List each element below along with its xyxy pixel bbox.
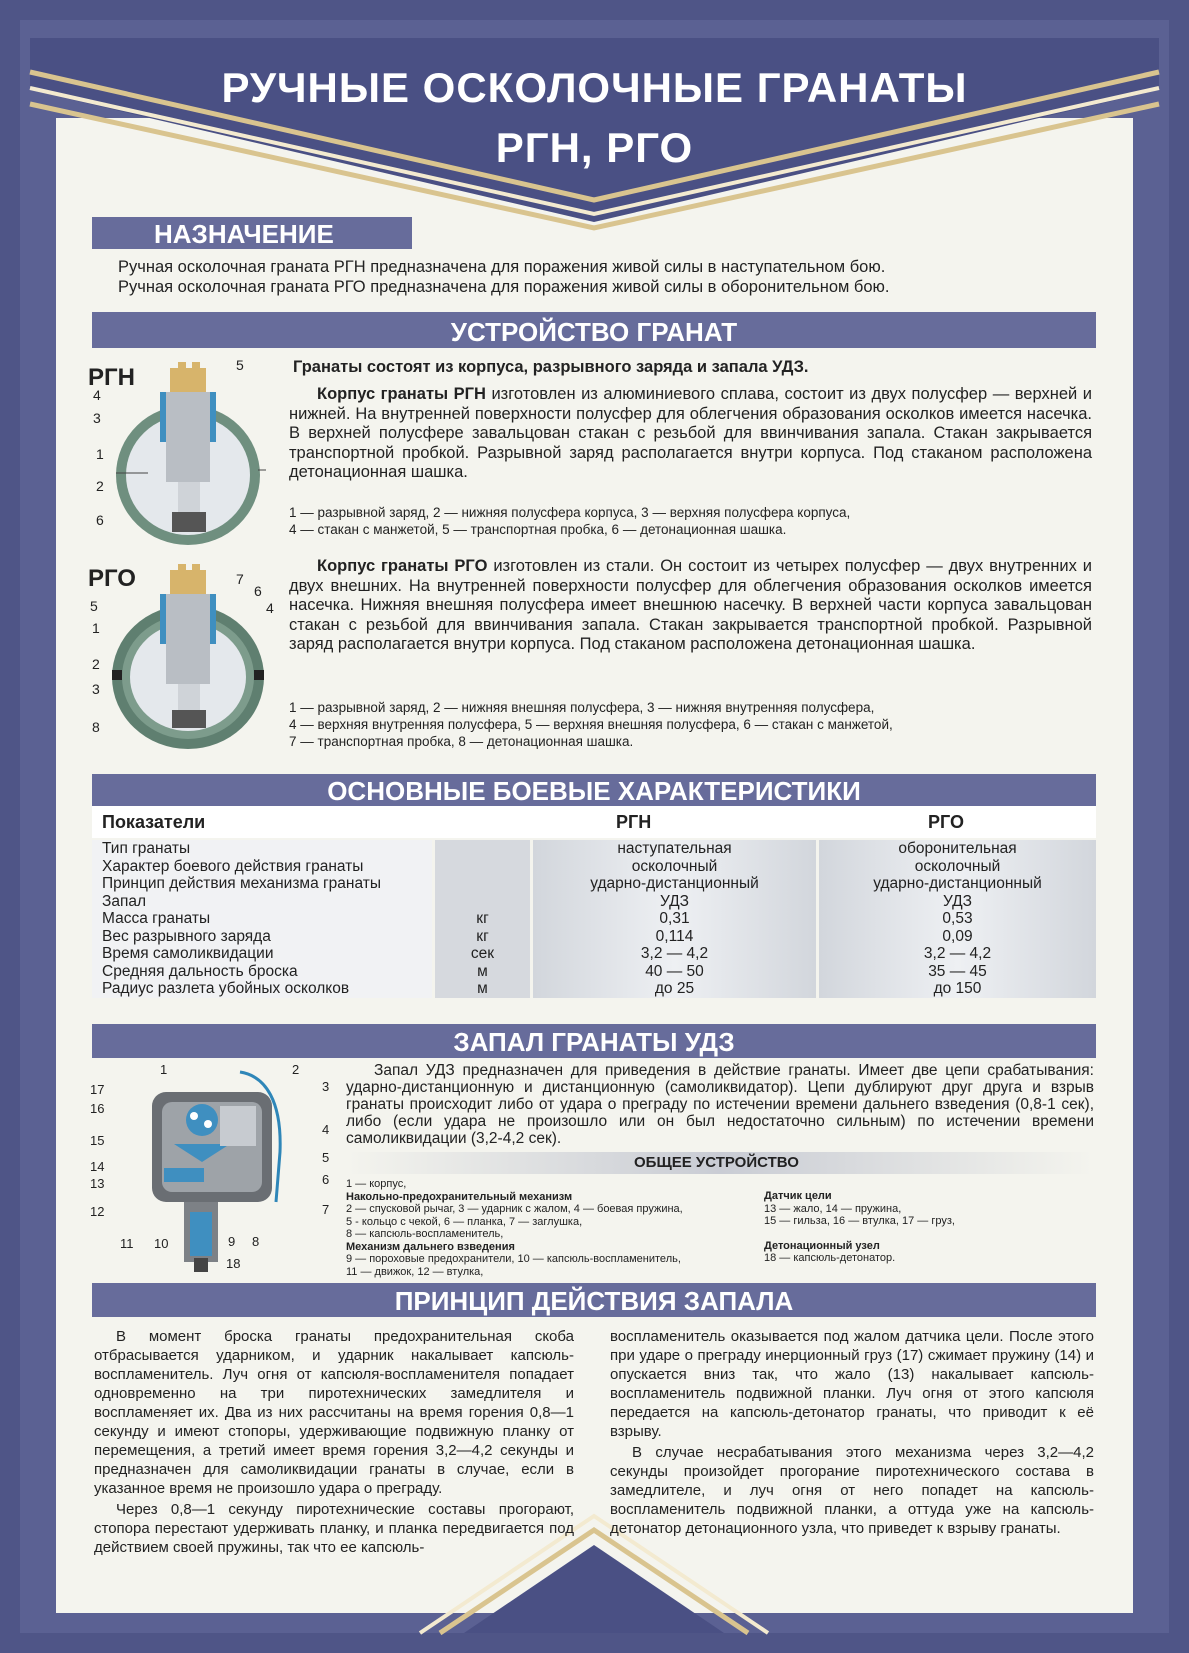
characteristics-row bbox=[92, 875, 1096, 893]
characteristics-heading bbox=[92, 774, 1096, 806]
rgn-callout-5: 5 bbox=[236, 357, 244, 373]
row-rgn: 3,2 — 4,2 bbox=[533, 945, 816, 963]
characteristics-row bbox=[92, 928, 1096, 946]
row-rgn: до 25 bbox=[533, 980, 816, 998]
poster-title bbox=[0, 58, 1189, 178]
characteristics-row bbox=[92, 858, 1096, 876]
row-rgo: 0,53 bbox=[819, 910, 1096, 928]
device-intro: Гранаты состоят из корпуса, разрывного заряда и запала УДЗ. bbox=[293, 358, 809, 376]
principle-heading bbox=[92, 1283, 1096, 1317]
row-unit: кг bbox=[435, 910, 530, 928]
characteristics-table bbox=[92, 840, 1096, 998]
rgo-callout-7: 7 bbox=[236, 571, 244, 587]
row-name: Тип гранаты bbox=[92, 840, 432, 858]
fuse-callout-17: 17 bbox=[90, 1082, 105, 1097]
fuse-callout-13: 13 bbox=[90, 1176, 105, 1191]
g3b: 11 — движок, 12 — втулка, bbox=[346, 1265, 484, 1278]
principle-p2: Через 0,8—1 секунду пиротехнические составы прогорают, стопора перестают удерживать планку, и планка передвигается под действием своей пружины, так что ее капсюль- bbox=[94, 1501, 574, 1556]
rgn-label: РГН bbox=[88, 364, 135, 391]
principle-column-right bbox=[610, 1327, 1094, 1538]
row-rgo: 35 — 45 bbox=[819, 963, 1096, 981]
row-rgo: ударно-дистанционный bbox=[819, 875, 1096, 893]
row-unit bbox=[435, 893, 530, 911]
row-rgo: 3,2 — 4,2 bbox=[819, 945, 1096, 963]
fuse-callout-16: 16 bbox=[90, 1101, 105, 1116]
rgn-lead: Корпус гранаты РГН bbox=[317, 385, 486, 403]
fuse-callout-18: 18 bbox=[226, 1256, 241, 1271]
characteristics-header-row bbox=[92, 806, 1096, 838]
row-name: Время самоликвидации bbox=[92, 945, 432, 963]
col-indicators: Показатели bbox=[102, 812, 206, 832]
fuse-heading-text: ЗАПАЛ ГРАНАТЫ УДЗ bbox=[453, 1027, 735, 1057]
row-unit: сек bbox=[435, 945, 530, 963]
characteristics-row bbox=[92, 945, 1096, 963]
principle-p1: В момент броска гранаты предохранительная скоба отбрасывается ударником, и ударник накалывает капсюль-воспламенитель. Луч огня от капсюля-воспламенителя попадает одновременно на три пиротехнических замедлителя и воспламеняет их. Два из них рассчитаны на время горения 0,8—1 секунду и имеют стопоры, удерживающие подвижную планку от перемещения, а третий имеет время горения 3,2—4,2 секунды и предназначен для самоликвидации гранаты в случае, если в указанное время не произошло удара о преграду. bbox=[94, 1328, 574, 1497]
row-name: Характер боевого действия гранаты bbox=[92, 858, 432, 876]
g5a: 18 — капсюль-детонатор. bbox=[764, 1252, 896, 1264]
purpose-heading bbox=[92, 217, 412, 249]
rgo-description bbox=[289, 557, 1092, 655]
rgo-label: РГО bbox=[88, 565, 136, 592]
characteristics-row bbox=[92, 910, 1096, 928]
rgo-lead: Корпус гранаты РГО bbox=[317, 557, 488, 575]
row-name: Вес разрывного заряда bbox=[92, 928, 432, 946]
rgo-callout-8: 8 bbox=[92, 719, 100, 735]
rgo-callout-5: 5 bbox=[90, 598, 98, 614]
rgo-callout-1: 1 bbox=[92, 620, 100, 636]
title-line-1: РУЧНЫЕ ОСКОЛОЧНЫЕ ГРАНАТЫ bbox=[221, 64, 968, 111]
row-rgn: наступательная bbox=[533, 840, 816, 858]
characteristics-row bbox=[92, 963, 1096, 981]
fuse-callout-1: 1 bbox=[160, 1062, 168, 1077]
g4a: 13 — жало, 14 — пружина, bbox=[764, 1202, 902, 1215]
principle-p3: воспламенитель оказывается под жалом датчика цели. После этого при ударе о преграду инерционный груз (17) сжимает пружину (14) и опускается вниз так, что жало (13) накалывает капсюль-воспламенитель подвижной планки. Луч огня от этого капсюля передается на капсюль-детонатор гранаты, что приводит к её взрыву. bbox=[610, 1328, 1094, 1440]
fuse-callout-11: 11 bbox=[120, 1236, 134, 1251]
rgo-callout-6: 6 bbox=[254, 583, 262, 599]
col-rgo: РГО bbox=[928, 812, 964, 832]
principle-p4: В случае несрабатывания этого механизма через 3,2—4,2 секунды произойдет прогорание пиротехнического состава в замедлителе, и луч огня от него попадет на капсюль-воспламенитель подвижной планки, а оттуда уже на капсюль-детонатор детонационного узла, что приведет к взрыву гранаты. bbox=[610, 1444, 1094, 1537]
characteristics-row bbox=[92, 840, 1096, 858]
row-unit bbox=[435, 858, 530, 876]
row-rgo: осколочный bbox=[819, 858, 1096, 876]
g3-head: Механизм дальнего взведения bbox=[346, 1240, 515, 1253]
rgo-legend bbox=[289, 699, 1089, 750]
characteristics-heading-text: ОСНОВНЫЕ БОЕВЫЕ ХАРАКТЕРИСТИКИ bbox=[327, 776, 861, 806]
fuse-heading bbox=[92, 1024, 1096, 1058]
row-rgo: до 150 bbox=[819, 980, 1096, 998]
rgn-legend-2: 4 — стакан с манжетой, 5 — транспортная пробка, 6 — детонационная шашка. bbox=[289, 522, 787, 537]
fuse-callout-12: 12 bbox=[90, 1204, 105, 1219]
row-name: Радиус разлета убойных осколков bbox=[92, 980, 432, 998]
fuse-callout-6: 6 bbox=[322, 1172, 330, 1187]
fuse-callout-9: 9 bbox=[228, 1234, 236, 1249]
row-rgn: 0,31 bbox=[533, 910, 816, 928]
rgn-callout-1: 1 bbox=[96, 446, 104, 462]
purpose-text bbox=[118, 258, 1098, 297]
fuse-callout-4: 4 bbox=[322, 1122, 330, 1137]
rgn-grenade-diagram bbox=[88, 360, 278, 560]
fuse-callout-5: 5 bbox=[322, 1150, 330, 1165]
principle-heading-text: ПРИНЦИП ДЕЙСТВИЯ ЗАПАЛА bbox=[394, 1286, 794, 1316]
g4-head: Датчик цели bbox=[764, 1190, 832, 1202]
rgo-callout-2: 2 bbox=[92, 656, 100, 672]
purpose-heading-text: НАЗНАЧЕНИЕ bbox=[154, 219, 334, 249]
row-name: Запал bbox=[92, 893, 432, 911]
g5-head: Детонационный узел bbox=[764, 1239, 880, 1252]
device-heading-text: УСТРОЙСТВО ГРАНАТ bbox=[450, 317, 738, 347]
purpose-line-1: Ручная осколочная граната РГН предназначена для поражения живой силы в наступательном бою. bbox=[118, 258, 886, 276]
row-rgn: 40 — 50 bbox=[533, 963, 816, 981]
general-device-heading: ОБЩЕЕ УСТРОЙСТВО bbox=[634, 1154, 799, 1171]
row-rgo: 0,09 bbox=[819, 928, 1096, 946]
rgn-text: изготовлен из алюминиевого сплава, состоит из двух полусфер — верхней и нижней. На внутренней поверхности полусфер для облегчения образования осколков имеется насечка. В верхней полусфере завальцован стакан с резьбой для ввинчивания запала. Стакан закрывается транспортной пробкой. Разрывной заряд располагается внутри корпуса. Под стаканом расположена детонационная шашка. bbox=[289, 385, 1092, 481]
row-name: Принцип действия механизма гранаты bbox=[92, 875, 432, 893]
rgo-text: изготовлен из стали. Он состоит из четырех полусфер — двух внутренних и двух внешних. На внутренней поверхности полусфер для облегчения образования осколков имеется насечка. Нижняя внешняя полусфера имеет внешнюю насечку. В верхней части корпуса завальцован стакан с резьбой для ввинчивания запала. Стакан закрывается транспортной пробкой. Разрывной заряд располагается внутри корпуса. Под стаканом расположена детонационная шашка. bbox=[289, 557, 1092, 653]
title-line-2: РГН, РГО bbox=[495, 124, 694, 171]
row-name: Средняя дальность броска bbox=[92, 963, 432, 981]
row-unit: кг bbox=[435, 928, 530, 946]
rgo-legend-1: 1 — разрывной заряд, 2 — нижняя внешняя полусфера, 3 — нижняя внутренняя полусфера, bbox=[289, 700, 875, 715]
purpose-line-2: Ручная осколочная граната РГО предназначена для поражения живой силы в оборонительном бою. bbox=[118, 277, 890, 296]
g2-head: Накольно-предохранительный механизм bbox=[346, 1190, 573, 1203]
row-rgo: УДЗ bbox=[819, 893, 1096, 911]
rgn-callout-3: 3 bbox=[93, 410, 101, 426]
rgn-description bbox=[289, 385, 1092, 483]
row-name: Масса гранаты bbox=[92, 910, 432, 928]
fuse-callout-10: 10 bbox=[154, 1236, 169, 1251]
row-unit bbox=[435, 875, 530, 893]
rgo-grenade-diagram bbox=[88, 562, 278, 757]
rgn-callout-6: 6 bbox=[96, 512, 104, 528]
rgn-callout-4: 4 bbox=[93, 387, 101, 403]
g2c: 8 — капсюль-воспламенитель, bbox=[346, 1228, 504, 1240]
row-rgn: УДЗ bbox=[533, 893, 816, 911]
fuse-callout-2: 2 bbox=[292, 1062, 300, 1077]
rgn-legend bbox=[289, 504, 1089, 538]
fuse-callout-3: 3 bbox=[322, 1079, 330, 1094]
g2b: 5 - кольцо с чекой, 6 — планка, 7 — заглушка, bbox=[346, 1215, 583, 1228]
general-device-right bbox=[764, 1190, 1084, 1265]
row-unit: м bbox=[435, 980, 530, 998]
rgo-legend-2: 4 — верхняя внутренняя полусфера, 5 — верхняя внешняя полусфера, 6 — стакан с манжетой, bbox=[289, 717, 893, 732]
characteristics-row bbox=[92, 893, 1096, 911]
fuse-description: Запал УДЗ предназначен для приведения в действие гранаты. Имеет две цепи срабатывания: ударно-дистанционную и дистанционную (самоликвидатор). Цепи дублируют друг друга и взрыв гранаты происходит либо от удара о преграду по истечении времени дальнего взведения (0,8-1 сек), либо (если удара не произошло или он был недостаточно сильным) по истечении времени самоликвидации (3,2-4,2 сек). bbox=[346, 1062, 1094, 1147]
g3a: 9 — пороховые предохранители, 10 — капсюль-воспламенитель, bbox=[346, 1253, 681, 1265]
fuse-callout-8: 8 bbox=[252, 1234, 260, 1249]
g2a: 2 — спусковой рычаг, 3 — ударник с жалом, 4 — боевая пружина, bbox=[346, 1203, 683, 1215]
row-rgn: осколочный bbox=[533, 858, 816, 876]
row-rgo: оборонительная bbox=[819, 840, 1096, 858]
principle-column-left bbox=[94, 1327, 574, 1557]
row-rgn: ударно-дистанционный bbox=[533, 875, 816, 893]
rgo-callout-4: 4 bbox=[266, 600, 274, 616]
g4b: 15 — гильза, 16 — втулка, 17 — груз, bbox=[764, 1215, 955, 1227]
general-device-left bbox=[346, 1178, 746, 1278]
rgo-callout-3: 3 bbox=[92, 681, 100, 697]
fuse-callout-7: 7 bbox=[322, 1202, 330, 1217]
fuse-callout-15: 15 bbox=[90, 1133, 105, 1148]
characteristics-row bbox=[92, 980, 1096, 998]
fuse-callout-14: 14 bbox=[90, 1159, 105, 1174]
row-unit bbox=[435, 840, 530, 858]
col-rgn: РГН bbox=[616, 812, 652, 832]
g1: 1 — корпус, bbox=[346, 1178, 407, 1190]
device-heading bbox=[92, 312, 1096, 348]
rgn-callout-2: 2 bbox=[96, 478, 104, 494]
row-unit: м bbox=[435, 963, 530, 981]
rgo-legend-3: 7 — транспортная пробка, 8 — детонационная шашка. bbox=[289, 734, 634, 749]
row-rgn: 0,114 bbox=[533, 928, 816, 946]
rgn-legend-1: 1 — разрывной заряд, 2 — нижняя полусфера корпуса, 3 — верхняя полусфера корпуса, bbox=[289, 505, 851, 520]
